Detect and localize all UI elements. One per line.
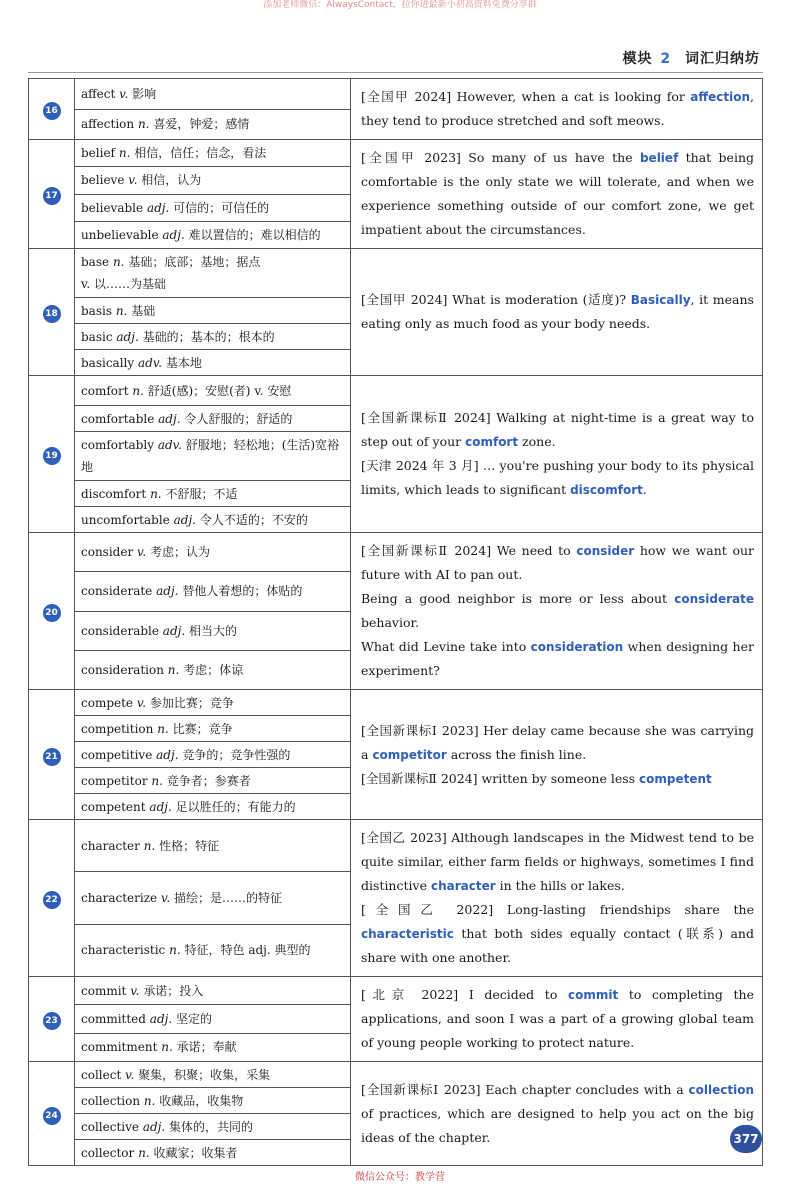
part-of-speech: n. xyxy=(143,1093,156,1108)
word-entry xyxy=(75,1114,351,1140)
word-english: competitive xyxy=(81,747,153,762)
part-of-speech: v. xyxy=(130,983,140,998)
word-entry xyxy=(75,872,351,924)
entry-number-cell xyxy=(29,1062,75,1166)
word-english: collect xyxy=(81,1067,122,1082)
word-entry xyxy=(75,1033,351,1061)
part-of-speech: v. xyxy=(128,173,138,188)
entry-number-badge: 23 xyxy=(43,1012,61,1030)
example-keyword: consider xyxy=(576,544,635,558)
word-chinese: 考虑；认为 xyxy=(150,545,211,560)
word-entry xyxy=(75,977,351,1005)
word-entry xyxy=(75,650,351,689)
example-cell xyxy=(351,140,763,249)
word-english: collective xyxy=(81,1119,139,1134)
word-entry xyxy=(75,716,351,742)
example-source: [北京 2022] xyxy=(361,987,459,1002)
word-row xyxy=(29,533,763,572)
part-of-speech: n. xyxy=(143,838,156,853)
entry-number-badge: 16 xyxy=(43,102,61,120)
word-entry xyxy=(75,572,351,611)
example-text-after: , it means eating only as much food as your body needs. xyxy=(361,292,754,331)
part-of-speech: n. xyxy=(112,255,125,269)
example-text-before: I decided to xyxy=(468,987,568,1002)
part-of-speech: n. xyxy=(151,773,163,788)
example-keyword: belief xyxy=(639,151,679,165)
part-of-speech: v. xyxy=(160,890,171,905)
example-sentence xyxy=(361,85,754,133)
example-text-before: We need to xyxy=(496,543,577,558)
header-rule xyxy=(28,72,763,73)
word-chinese: 基本地 xyxy=(165,355,202,370)
example-source: [全国新课标Ⅰ 2023] xyxy=(361,1081,481,1097)
example-text-before: What did Levine take into xyxy=(361,639,531,654)
word-chinese: 足以胜任的；有能力的 xyxy=(175,799,296,814)
word-entry xyxy=(75,1140,351,1166)
example-text-before: Each chapter concludes with a xyxy=(485,1081,689,1097)
example-text-after: when designing her experiment? xyxy=(361,639,754,678)
example-keyword: collection xyxy=(688,1082,754,1097)
part-of-speech: n. xyxy=(118,146,131,161)
word-entry xyxy=(75,924,351,976)
word-chinese: 令人不适的；不安的 xyxy=(199,512,308,527)
part-of-speech: adv. xyxy=(138,355,163,370)
example-sentence xyxy=(361,587,754,635)
word-english: characterize xyxy=(81,890,158,905)
word-chinese: 基础 xyxy=(131,303,156,318)
example-source: [全国甲 2023] xyxy=(361,150,461,165)
example-source: [天津 2024 年 3 月] xyxy=(361,458,479,473)
entry-number-cell xyxy=(29,376,75,533)
example-text-before: However, when a cat is looking for xyxy=(456,89,691,104)
word-english: unbelievable xyxy=(81,227,159,242)
example-cell xyxy=(351,533,763,690)
word-chinese: 难以置信的；难以相信的 xyxy=(188,227,321,242)
part-of-speech: n. xyxy=(157,721,169,736)
word-english: consider xyxy=(81,545,134,560)
word-chinese: 不舒服；不适 xyxy=(165,486,238,501)
word-entry xyxy=(75,820,351,872)
part-of-speech: adj. xyxy=(156,747,179,762)
word-english: basis xyxy=(81,303,112,318)
example-keyword: competitor xyxy=(372,747,447,762)
word-chinese: 喜爱，钟爱；感情 xyxy=(153,117,250,132)
word-english: characteristic xyxy=(81,943,166,958)
word-english: comfort xyxy=(81,383,129,398)
word-entry xyxy=(75,324,351,350)
entry-number-cell xyxy=(29,249,75,376)
example-text-before: written by someone less xyxy=(481,770,640,786)
word-entry xyxy=(75,350,351,376)
module-header xyxy=(623,48,761,68)
example-sentence xyxy=(361,539,754,587)
word-english: commitment xyxy=(81,1040,158,1055)
example-keyword: competent xyxy=(639,771,712,786)
word-extra-meaning: v. 安慰 xyxy=(254,383,292,398)
word-chinese: 相当大的 xyxy=(189,623,238,638)
part-of-speech: adj. xyxy=(173,512,196,527)
part-of-speech: adj. xyxy=(162,227,185,242)
word-entry xyxy=(75,376,351,406)
word-entry xyxy=(75,533,351,572)
word-english: character xyxy=(81,838,140,853)
word-chinese: 基础的；基本的；根本的 xyxy=(142,329,275,344)
example-cell xyxy=(351,376,763,533)
part-of-speech: adj. xyxy=(156,584,179,599)
example-keyword: considerate xyxy=(674,592,754,606)
footer-text: 微信公众号：教学营 xyxy=(355,1172,445,1183)
word-english: believe xyxy=(81,173,125,188)
part-of-speech: adj. xyxy=(149,799,172,814)
example-keyword: discomfort xyxy=(570,483,643,497)
word-entry xyxy=(75,1005,351,1033)
word-english: comfortable xyxy=(81,411,155,426)
part-of-speech: n. xyxy=(137,117,150,132)
word-entry xyxy=(75,507,351,533)
word-extra-meaning: v. 以……为基础 xyxy=(81,277,166,291)
word-english: considerate xyxy=(81,584,153,599)
example-keyword: character xyxy=(430,879,496,893)
example-source: [全国甲 2024] xyxy=(361,292,448,307)
word-english: believable xyxy=(81,200,144,215)
part-of-speech: n. xyxy=(169,943,181,958)
example-text-after: to completing the applications, and soon I was a part of a growing global team of young people working to protect nature. xyxy=(361,987,754,1050)
word-chinese: 令人舒服的；舒适的 xyxy=(184,411,293,426)
example-text-before: Walking at night-time is a great way to step out of your xyxy=(361,410,754,449)
example-cell xyxy=(351,249,763,376)
part-of-speech: v. xyxy=(136,695,147,710)
part-of-speech: adj. xyxy=(149,1011,173,1026)
word-chinese: 替他人着想的；体贴的 xyxy=(182,584,303,599)
word-chinese: 相信，信任；信念，看法 xyxy=(134,146,267,161)
word-english: basically xyxy=(81,355,135,370)
word-row xyxy=(29,140,763,167)
word-entry xyxy=(75,109,351,140)
word-entry xyxy=(75,406,351,432)
example-text-before: Being a good neighbor is more or less about xyxy=(361,591,675,606)
word-chinese: 描绘；是……的特征 xyxy=(173,890,282,905)
word-entry xyxy=(75,432,351,481)
part-of-speech: n. xyxy=(115,303,128,318)
example-sentence xyxy=(361,635,754,683)
word-english: committed xyxy=(81,1011,146,1026)
word-entry xyxy=(75,481,351,507)
example-sentence xyxy=(361,454,754,502)
entry-number-cell xyxy=(29,79,75,140)
word-chinese: 竞争的；竞争性强的 xyxy=(182,747,291,762)
example-text-after: zone. xyxy=(518,434,556,449)
example-text-before: What is moderation (适度)? xyxy=(452,292,631,307)
word-chinese: 考虑；体谅 xyxy=(183,662,244,677)
entry-number-badge: 18 xyxy=(43,305,61,323)
example-sentence xyxy=(361,146,754,242)
example-sentence xyxy=(361,288,754,336)
word-entry xyxy=(75,611,351,650)
word-chinese: 舒适(感)；安慰(者) xyxy=(147,383,251,398)
word-chinese: 聚集，积聚；收集，采集 xyxy=(138,1067,271,1082)
entry-number-cell xyxy=(29,140,75,249)
example-text-before: Although landscapes in the Midwest tend to be quite similar, either farm fields or highways, sometimes I find distinctive xyxy=(361,830,754,893)
example-source: [全国甲 2024] xyxy=(361,89,452,104)
word-english: belief xyxy=(81,146,116,161)
entry-number-badge: 20 xyxy=(43,604,61,622)
word-english: basic xyxy=(81,329,113,344)
example-source: [全国新课标Ⅱ 2024] xyxy=(361,410,491,425)
part-of-speech: v. xyxy=(125,1067,135,1082)
word-entry xyxy=(75,742,351,768)
entry-number-badge: 19 xyxy=(43,447,61,465)
word-row xyxy=(29,249,763,298)
word-english: affect xyxy=(81,86,116,101)
word-row xyxy=(29,79,763,110)
module-title: 词汇归纳坊 xyxy=(685,51,760,67)
word-chinese: 可信的；可信任的 xyxy=(173,200,270,215)
example-text-after: that both sides equally contact (联系) and share with one another. xyxy=(361,926,754,965)
word-chinese: 承诺；投入 xyxy=(143,983,204,998)
example-source: [全国乙 2023] xyxy=(361,830,447,845)
entry-number-cell xyxy=(29,533,75,690)
example-text-after: in the hills or lakes. xyxy=(495,878,625,893)
example-keyword: commit xyxy=(568,988,619,1002)
word-chinese: 相信，认为 xyxy=(141,173,202,188)
entry-number-badge: 24 xyxy=(43,1107,61,1125)
word-chinese: 承诺；奉献 xyxy=(176,1040,237,1055)
word-entry xyxy=(75,1088,351,1114)
part-of-speech: v. xyxy=(119,86,129,101)
word-row xyxy=(29,977,763,1005)
word-row xyxy=(29,690,763,716)
word-chinese: 性格；特征 xyxy=(159,838,220,853)
example-sentence xyxy=(361,1078,754,1150)
word-english: competent xyxy=(81,799,146,814)
word-entry xyxy=(75,79,351,110)
part-of-speech: n. xyxy=(167,662,180,677)
example-text-before: Her delay came because she was carrying a xyxy=(361,722,755,762)
word-english: considerable xyxy=(81,623,159,638)
word-english: discomfort xyxy=(81,486,147,501)
module-number: 2 xyxy=(660,51,672,67)
part-of-speech: adj. xyxy=(146,200,170,215)
word-english: collection xyxy=(81,1093,141,1108)
example-keyword: comfort xyxy=(465,435,519,449)
word-english: collector xyxy=(81,1145,135,1160)
entry-number-badge: 21 xyxy=(43,748,61,766)
entry-number-badge: 17 xyxy=(43,187,61,205)
word-chinese: 比赛；竞争 xyxy=(172,721,233,736)
vocabulary-table-body xyxy=(29,79,763,1166)
word-entry xyxy=(75,249,351,298)
example-keyword: Basically xyxy=(630,293,691,307)
word-english: base xyxy=(81,255,110,269)
word-chinese: 舒服地；轻松地；(生活)宽裕地 xyxy=(81,438,340,474)
part-of-speech: adj. xyxy=(158,411,181,426)
example-text-after: how we want our future with AI to pan out. xyxy=(361,543,754,582)
part-of-speech: adj. xyxy=(116,329,139,344)
part-of-speech: n. xyxy=(132,383,144,398)
word-entry xyxy=(75,167,351,194)
part-of-speech: n. xyxy=(138,1145,150,1160)
word-english: comfortably xyxy=(81,438,155,452)
word-row xyxy=(29,820,763,872)
word-entry xyxy=(75,298,351,324)
example-sentence xyxy=(361,826,754,898)
part-of-speech: adj. xyxy=(162,623,186,638)
example-source: [全国新课标Ⅱ 2024] xyxy=(361,543,492,558)
example-source: [全国乙 2022] xyxy=(361,902,494,917)
example-sentence xyxy=(361,719,754,767)
word-entry xyxy=(75,194,351,221)
word-entry xyxy=(75,221,351,248)
word-entry xyxy=(75,140,351,167)
word-chinese: 参加比赛；竞争 xyxy=(149,695,234,710)
entry-number-cell xyxy=(29,690,75,820)
example-cell xyxy=(351,820,763,977)
example-source: [全国新课标Ⅱ 2024] xyxy=(361,770,478,786)
example-cell xyxy=(351,977,763,1062)
entry-number-cell xyxy=(29,820,75,977)
example-source: [全国新课标Ⅰ 2023] xyxy=(361,722,479,738)
word-chinese: 竞争者；参赛者 xyxy=(166,773,251,788)
word-english: competitor xyxy=(81,773,148,788)
example-text-after: across the finish line. xyxy=(446,746,587,762)
word-row xyxy=(29,1062,763,1088)
word-english: consideration xyxy=(81,662,164,677)
example-text-after: of practices, which are designed to help you act on the big ideas of the chapter. xyxy=(361,1105,754,1145)
word-english: competition xyxy=(81,721,154,736)
vocabulary-table xyxy=(28,78,763,1166)
word-chinese: 影响 xyxy=(132,86,157,101)
watermark-text: 添加老师微信：AlwaysContact，拉你进最新小初高资料免费分享群 xyxy=(263,0,537,10)
part-of-speech: adv. xyxy=(157,438,182,452)
example-text-after: behavior. xyxy=(361,615,420,630)
example-text-after: . xyxy=(642,482,647,497)
entry-number-cell xyxy=(29,977,75,1062)
word-chinese: 集体的，共同的 xyxy=(169,1119,254,1134)
part-of-speech: v. xyxy=(137,545,147,560)
word-extra-meaning: adj. 典型的 xyxy=(248,943,311,958)
word-english: commit xyxy=(81,983,127,998)
example-sentence xyxy=(361,406,754,454)
part-of-speech: n. xyxy=(150,486,162,501)
word-row xyxy=(29,376,763,406)
word-entry xyxy=(75,1062,351,1088)
example-cell xyxy=(351,690,763,820)
word-entry xyxy=(75,794,351,820)
example-cell xyxy=(351,79,763,140)
example-text-before: … you're pushing your body to its physical limits, which leads to significant xyxy=(361,458,754,497)
example-keyword: characteristic xyxy=(361,927,454,941)
example-sentence xyxy=(361,898,754,970)
example-keyword: consideration xyxy=(530,640,624,654)
word-chinese: 收藏家；收集者 xyxy=(153,1145,238,1160)
word-entry xyxy=(75,768,351,794)
entry-number-badge: 22 xyxy=(43,891,61,909)
word-entry xyxy=(75,690,351,716)
word-english: compete xyxy=(81,695,134,710)
example-sentence xyxy=(361,983,754,1055)
word-chinese: 坚定的 xyxy=(176,1011,213,1026)
example-text-after: , they tend to produce stretched and soft meows. xyxy=(361,89,754,128)
example-text-after: that being comfortable is the only state we will tolerate, and when we experience something outside of our comfort zone, we get impatient about the circumstances. xyxy=(361,150,754,237)
example-cell xyxy=(351,1062,763,1166)
example-sentence xyxy=(361,767,754,791)
example-keyword: affection xyxy=(690,90,750,104)
word-chinese: 基础；底部；基地；据点 xyxy=(128,255,261,269)
part-of-speech: n. xyxy=(161,1040,173,1055)
module-label: 模块 xyxy=(622,51,653,67)
word-english: affection xyxy=(81,117,135,132)
part-of-speech: adj. xyxy=(142,1119,166,1134)
example-text-before: So many of us have the xyxy=(468,150,640,165)
example-text-before: Long-lasting friendships share the xyxy=(506,902,754,917)
word-english: uncomfortable xyxy=(81,512,170,527)
page-number: 377 xyxy=(730,1125,762,1153)
word-chinese: 特征，特色 xyxy=(184,943,245,958)
word-chinese: 收藏品，收集物 xyxy=(159,1093,244,1108)
